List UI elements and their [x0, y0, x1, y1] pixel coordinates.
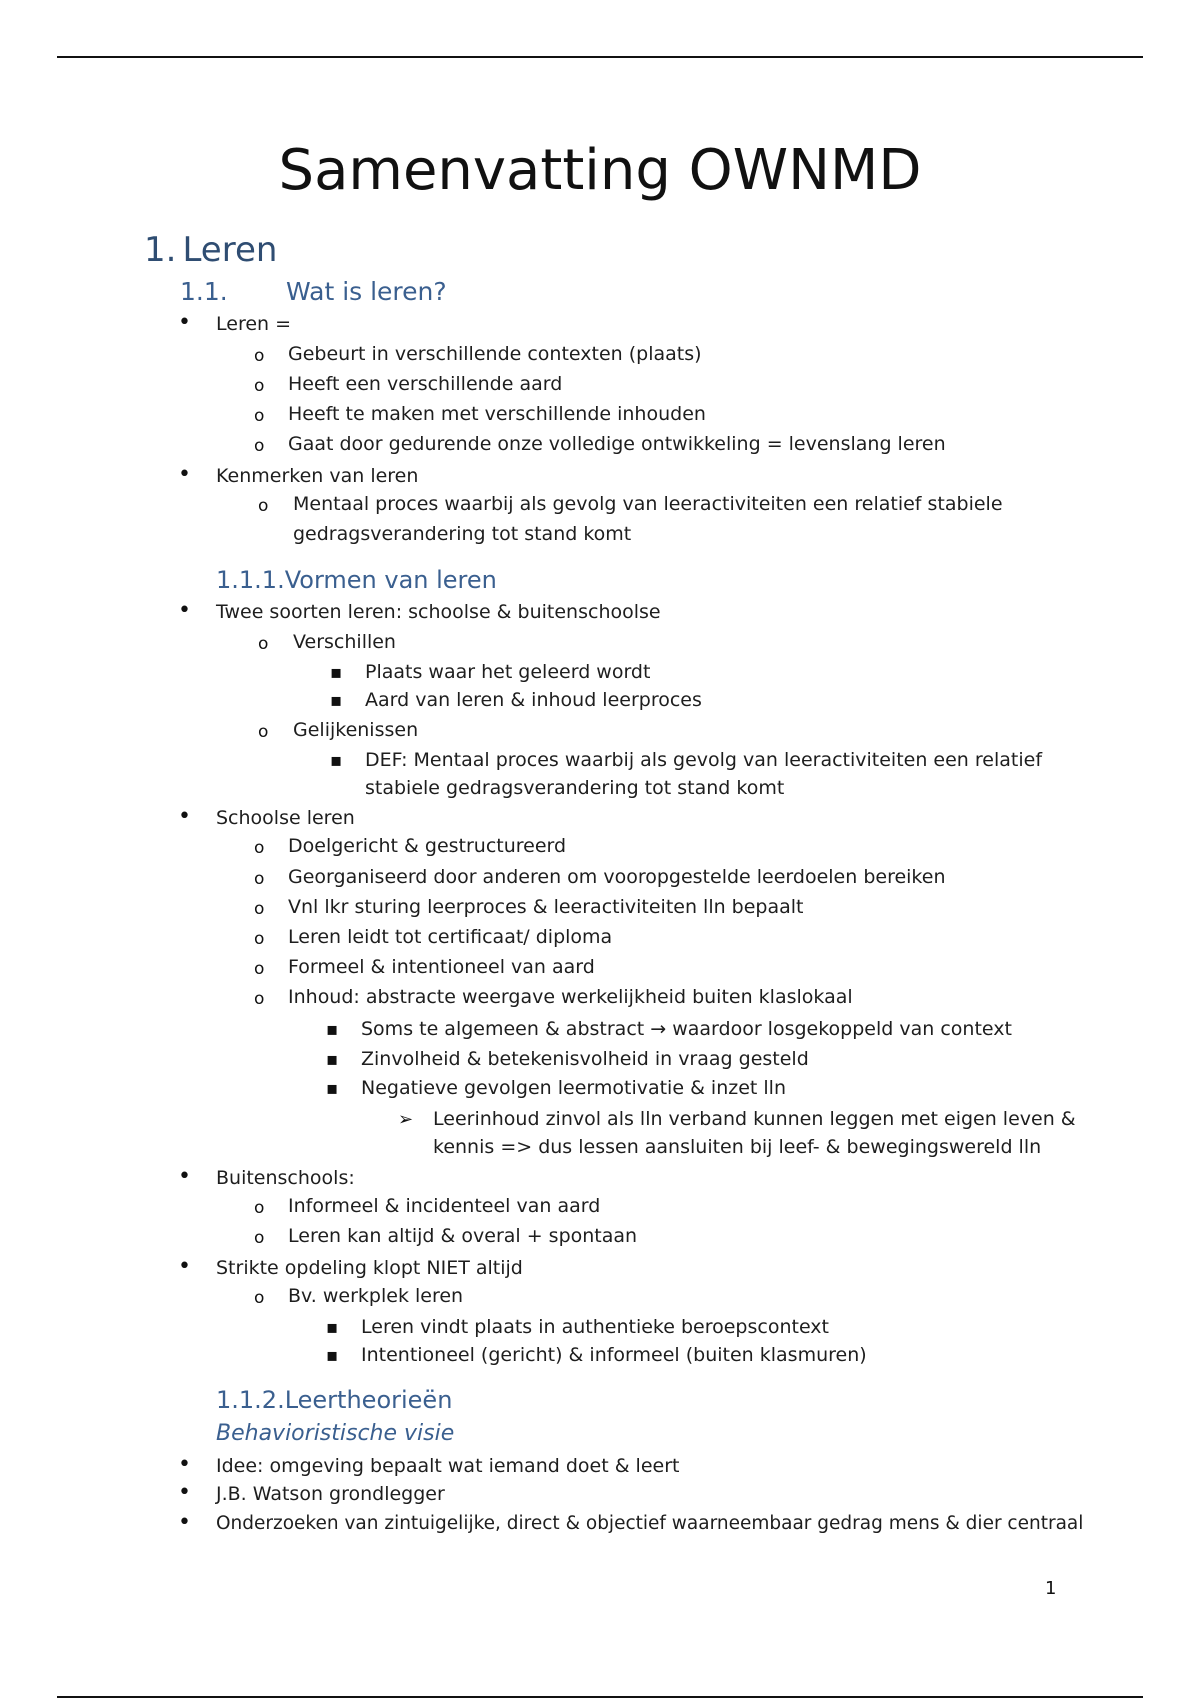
- page-number: 1: [1045, 1578, 1057, 1599]
- list-item: Gelijkenissen: [293, 719, 419, 741]
- circle-bullet-icon: [254, 984, 264, 1013]
- list-item: Formeel & intentioneel van aard: [288, 956, 595, 978]
- heading-3-text: Leertheorieën: [284, 1386, 453, 1414]
- list-item: Intentioneel (gericht) & informeel (buiten klasmuren): [361, 1344, 867, 1366]
- circle-bullet-icon: [254, 1223, 264, 1252]
- square-bullet-icon: [330, 746, 342, 775]
- list-item: Strikte opdeling klopt NIET altijd: [216, 1257, 523, 1279]
- square-bullet-icon: [326, 1341, 338, 1370]
- bullet-icon: [178, 1163, 191, 1191]
- square-bullet-icon: [326, 1074, 338, 1103]
- list-item: Leren vindt plaats in authentieke beroepscontext: [361, 1316, 830, 1338]
- list-item: Aard van leren & inhoud leerproces: [365, 689, 702, 711]
- list-item: Leren leidt tot certificaat/ diploma: [288, 926, 613, 948]
- circle-bullet-icon: [258, 629, 268, 658]
- list-item: DEF: Mentaal proces waarbij als gevolg van leeractiviteiten een relatief: [365, 749, 1043, 771]
- list-item: Leerinhoud zinvol als lln verband kunnen leggen met eigen leven &: [433, 1108, 1076, 1130]
- document-title: Samenvatting OWNMD: [278, 138, 922, 203]
- bullet-icon: [178, 1253, 191, 1281]
- circle-bullet-icon: [254, 954, 264, 983]
- list-item: J.B. Watson grondlegger: [216, 1483, 445, 1505]
- list-item: Zinvolheid & betekenisvolheid in vraag gesteld: [361, 1048, 809, 1070]
- list-item: Bv. werkplek leren: [288, 1285, 464, 1307]
- list-item: Georganiseerd door anderen om vooropgestelde leerdoelen bereiken: [288, 866, 946, 888]
- list-item: Gebeurt in verschillende contexten (plaats): [288, 343, 702, 365]
- circle-bullet-icon: [254, 341, 264, 370]
- square-bullet-icon: [326, 1045, 338, 1074]
- list-item: Doelgericht & gestructureerd: [288, 835, 567, 857]
- circle-bullet-icon: [258, 717, 268, 746]
- list-item-continuation: kennis => dus lessen aansluiten bij leef- & bewegingswereld lln: [433, 1136, 1042, 1158]
- list-item: Informeel & incidenteel van aard: [288, 1195, 601, 1217]
- circle-bullet-icon: [254, 894, 264, 923]
- list-item: Gaat door gedurende onze volledige ontwikkeling = levenslang leren: [288, 433, 946, 455]
- square-bullet-icon: [330, 686, 342, 715]
- list-item: Buitenschools:: [216, 1167, 355, 1189]
- list-item: Verschillen: [293, 631, 396, 653]
- list-item: Inhoud: abstracte weergave werkelijkheid buiten klaslokaal: [288, 986, 853, 1008]
- circle-bullet-icon: [258, 491, 268, 520]
- list-item: Leren =: [216, 313, 292, 335]
- circle-bullet-icon: [254, 431, 264, 460]
- list-item: Onderzoeken van zintuigelijke, direct & objectief waarneembaar gedrag mens & dier centraal: [216, 1513, 1084, 1534]
- list-item: Vnl lkr sturing leerproces & leeractiviteiten lln bepaalt: [288, 896, 804, 918]
- circle-bullet-icon: [254, 833, 264, 862]
- circle-bullet-icon: [254, 401, 264, 430]
- header-rule: [57, 56, 1143, 58]
- heading-2: [180, 277, 447, 306]
- square-bullet-icon: [326, 1015, 338, 1044]
- bullet-icon: [178, 1451, 191, 1479]
- list-item-continuation: gedragsverandering tot stand komt: [293, 523, 632, 545]
- bullet-icon: [178, 1509, 191, 1537]
- list-item: Idee: omgeving bepaalt wat iemand doet & leert: [216, 1455, 680, 1477]
- list-item: Plaats waar het geleerd wordt: [365, 661, 651, 683]
- square-bullet-icon: [330, 658, 342, 687]
- list-item: Heeft een verschillende aard: [288, 373, 563, 395]
- footer-rule: [57, 1696, 1143, 1698]
- list-item: Mentaal proces waarbij als gevolg van leeractiviteiten een relatief stabiele: [293, 493, 1003, 515]
- circle-bullet-icon: [254, 371, 264, 400]
- circle-bullet-icon: [254, 864, 264, 893]
- bullet-icon: [178, 309, 191, 337]
- list-item: Negatieve gevolgen leermotivatie & inzet lln: [361, 1077, 786, 1099]
- circle-bullet-icon: [254, 924, 264, 953]
- bullet-icon: [178, 1479, 191, 1507]
- bullet-icon: [178, 597, 191, 625]
- circle-bullet-icon: [254, 1283, 264, 1312]
- heading-3-text: Vormen van leren: [284, 566, 497, 594]
- list-item: Soms te algemeen & abstract → waardoor losgekoppeld van context: [361, 1018, 1012, 1040]
- heading-1-number: 1.: [144, 230, 177, 270]
- bullet-icon: [178, 461, 191, 489]
- circle-bullet-icon: [254, 1193, 264, 1222]
- heading-2-text: Wat is leren?: [286, 277, 447, 306]
- heading-2-number: 1.1.: [180, 277, 228, 306]
- list-item: Twee soorten leren: schoolse & buitenschoolse: [216, 601, 661, 623]
- heading-3-vormen: [216, 566, 497, 594]
- list-item-continuation: stabiele gedragsverandering tot stand komt: [365, 777, 785, 799]
- list-item: Schoolse leren: [216, 807, 355, 829]
- heading-3-number: 1.1.1.: [216, 566, 285, 594]
- list-item: Kenmerken van leren: [216, 465, 419, 487]
- square-bullet-icon: [326, 1313, 338, 1342]
- heading-3-leertheorieen: [216, 1386, 452, 1414]
- bullet-icon: [178, 803, 191, 831]
- list-item: Heeft te maken met verschillende inhouden: [288, 403, 706, 425]
- heading-1: [144, 230, 277, 270]
- heading-3-number: 1.1.2.: [216, 1386, 285, 1414]
- heading-1-text: Leren: [182, 230, 278, 270]
- heading-4-behavioristische-visie: Behavioristische visie: [216, 1421, 455, 1446]
- arrow-bullet-icon: [398, 1105, 413, 1134]
- list-item: Leren kan altijd & overal + spontaan: [288, 1225, 638, 1247]
